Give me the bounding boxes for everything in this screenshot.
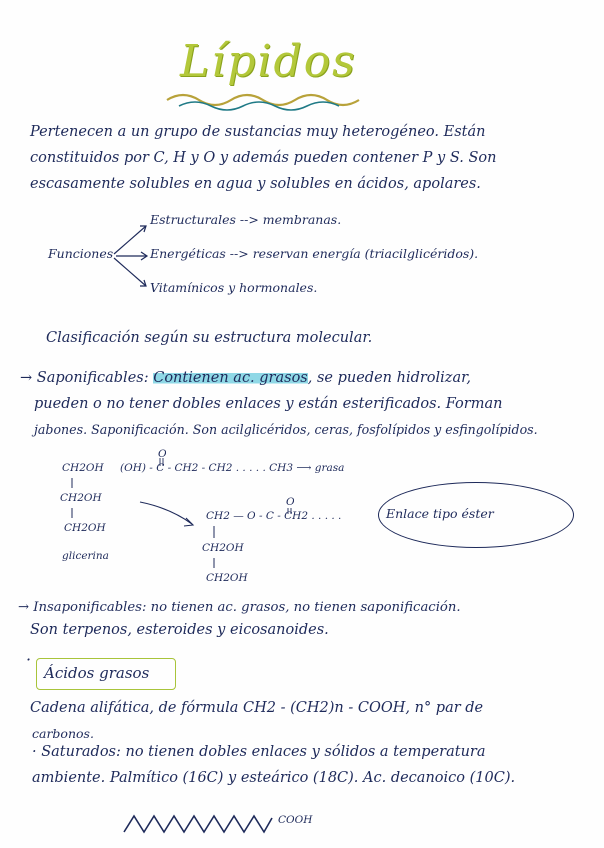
insaponificables-line-1: → Insaponificables: no tienen ac. grasos, no tienen saponificación. [18,600,461,615]
acidos-line-3: · Saturados: no tienen dobles enlaces y sólidos a temperatura [32,744,486,760]
saponificables-line-1: → Saponificables: Contienen ac. grasos, se pueden hidrolizar, [20,370,472,386]
acid-carbonyl-o: O [158,448,167,460]
intro-line-2: constituidos por C, H y O y además pueden contener P y S. Son [30,150,497,166]
insaponificables-line-2: Son terpenos, esteroides y eicosanoides. [30,622,329,638]
saponificables-line-1-rest: , se pueden hidrolizar, [307,370,472,386]
arrow-estructurales [114,226,146,254]
bullet-dot: · [26,650,32,669]
ester-ch2oh-1: CH2OH [202,542,244,554]
glycerol-label: glicerina [62,550,109,562]
fatty-acid-chain: (OH) - C - CH2 - CH2 . . . . . CH3 ⟶ grasa [120,462,345,474]
glycerol-ch2oh-2: CH2OH [60,492,102,504]
funciones-label: Funciones [48,246,114,261]
acid-label: grasa [314,462,345,474]
reaction-arrow [140,502,192,524]
arrow-vitaminicos [114,258,146,286]
glycerol-ch2oh-1: CH2OH [62,462,104,474]
ester-carbonyl-o: O [286,496,295,508]
saponificables-line-3: jabones. Saponificación. Son acilglicéridos, ceras, fosfolípidos y esfingolípidos. [34,422,538,437]
fatty-acid-zigzag [124,816,272,832]
funcion-item-estructurales: Estructurales --> membranas. [150,212,342,227]
glycerol-ch2oh-3: CH2OH [64,522,106,534]
funcion-item-vitaminicos: Vitamínicos y hormonales. [150,280,318,295]
acidos-line-2: carbonos. [32,726,94,741]
saponificables-line-2: pueden o no tener dobles enlaces y están esterificados. Forman [34,396,503,412]
intro-line-3: escasamente solubles en agua y solubles en ácidos, apolares. [30,176,481,192]
clasificacion-heading: Clasificación según su estructura molecular. [46,330,373,346]
title-underline-wave [165,88,365,112]
acidos-line-4: ambiente. Palmítico (16C) y esteárico (18C). Ac. decanoico (10C). [32,770,516,786]
enlace-label: Enlace tipo éster [386,506,494,521]
page-title: Lípidos [180,36,357,87]
acidos-line-1: Cadena alifática, de fórmula CH2 - (CH2)n - COOH, n° par de [30,700,484,716]
ester-ch2oh-2: CH2OH [206,572,248,584]
acidos-grasos-title: Ácidos grasos [44,664,150,682]
funcion-item-energeticas: Energéticas --> reservan energía (triacilglicéridos). [150,246,479,261]
ester-top-row: CH2 — O - C - CH2 . . . . . [206,510,342,522]
saponificables-highlight: Contienen ac. grasos [153,370,308,386]
saponificables-head: Saponificables [36,370,144,386]
cooh-label: COOH [278,814,313,826]
intro-line-1: Pertenecen a un grupo de sustancias muy heterogéneo. Están [30,124,486,140]
